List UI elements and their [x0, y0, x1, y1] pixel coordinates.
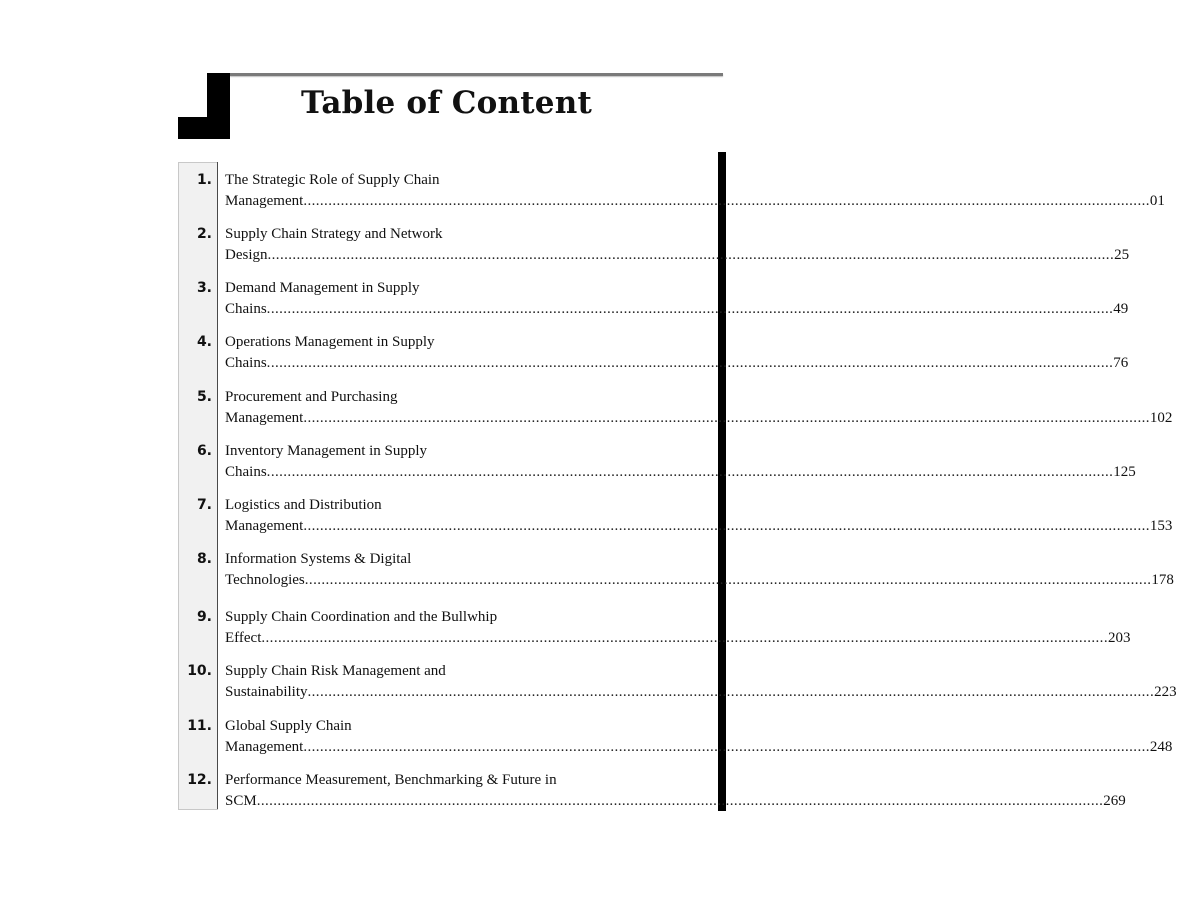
toc-entry[interactable] — [178, 216, 1130, 263]
entry-title-line2-row — [225, 192, 1165, 210]
toc-entry[interactable] — [178, 487, 1173, 534]
entry-title-line2-row — [225, 683, 1177, 701]
dot-leader: ............................................................................................................................................................................................................ — [304, 572, 1152, 588]
header-rule — [230, 73, 723, 76]
dot-leader: ............................................................................................................................................................................................................ — [303, 193, 1150, 209]
entry-number: 6. — [196, 443, 212, 459]
dot-leader: ............................................................................................................................................................................................................ — [303, 518, 1150, 534]
entry-title-line2: Effect — [225, 630, 262, 646]
corner-ornament-horizontal — [178, 117, 230, 139]
entry-title-line1: Supply Chain Risk Management and — [225, 663, 446, 679]
page-number: 178 — [1151, 572, 1174, 588]
entry-title-line2-row — [225, 300, 1129, 318]
page-number: 223 — [1154, 684, 1177, 700]
entry-number: 5. — [196, 389, 212, 405]
entry-title-line2-row — [225, 409, 1173, 427]
entry-number: 3. — [196, 280, 212, 296]
page-number: 102 — [1149, 410, 1173, 426]
entry-title-line2: Management — [225, 739, 304, 755]
entry-number: 4. — [196, 334, 212, 350]
entry-title-line1: The Strategic Role of Supply Chain — [225, 172, 440, 188]
toc-entry[interactable] — [178, 324, 1129, 371]
entry-title-line2: Management — [225, 410, 304, 426]
entry-title-line1: Procurement and Purchasing — [225, 389, 398, 405]
entry-title-line1: Performance Measurement, Benchmarking & Future in — [225, 772, 557, 788]
entry-number: 10. — [187, 663, 212, 679]
entry-number: 11. — [187, 718, 212, 734]
page-number: 25 — [1114, 247, 1130, 263]
page-number: 76 — [1113, 355, 1129, 371]
entry-title-line2: Management — [225, 518, 304, 534]
toc-entry[interactable] — [178, 270, 1129, 317]
toc-entry[interactable] — [178, 653, 1177, 700]
entry-title-line1: Information Systems & Digital — [225, 551, 412, 567]
toc-entry[interactable] — [178, 762, 1126, 809]
entry-title-line2-row — [225, 517, 1173, 535]
page-title: Table of Content — [301, 85, 592, 121]
entry-title-line2: Sustainability — [225, 684, 308, 700]
entry-title-line2: Chains — [225, 464, 267, 480]
page-number: 248 — [1149, 739, 1173, 755]
entry-title-line2-row — [225, 246, 1130, 264]
entry-title-line1: Inventory Management in Supply — [225, 443, 428, 459]
entry-title-line1: Global Supply Chain — [225, 718, 352, 734]
dot-leader: ............................................................................................................................................................................................................ — [307, 684, 1155, 700]
entry-title-line1: Operations Management in Supply — [225, 334, 435, 350]
entry-title-line1: Supply Chain Strategy and Network — [225, 226, 443, 242]
entry-title-line2: Chains — [225, 355, 267, 371]
dot-leader: ............................................................................................................................................................................................................ — [266, 464, 1114, 480]
entry-title-line1: Demand Management in Supply — [225, 280, 420, 296]
dot-leader: ............................................................................................................................................................................................................ — [261, 630, 1108, 646]
entry-number: 12. — [187, 772, 212, 788]
page-number: 01 — [1149, 193, 1165, 209]
dot-leader: ............................................................................................................................................................................................................ — [266, 355, 1114, 371]
toc-entry[interactable] — [178, 541, 1174, 588]
dot-leader: ............................................................................................................................................................................................................ — [303, 410, 1150, 426]
entry-number: 2. — [196, 226, 212, 242]
dot-leader: ............................................................................................................................................................................................................ — [303, 739, 1150, 755]
entry-title-line1: Logistics and Distribution — [225, 497, 382, 513]
entry-title-line2-row — [225, 571, 1174, 589]
page-number: 203 — [1107, 630, 1131, 646]
dot-leader: ............................................................................................................................................................................................................ — [256, 793, 1104, 809]
entry-title-line1: Supply Chain Coordination and the Bullwhip — [225, 609, 498, 625]
entry-title-line2-row — [225, 629, 1131, 647]
entry-title-line2-row — [225, 738, 1173, 756]
entry-title-line2-row — [225, 354, 1129, 372]
page-number: 125 — [1113, 464, 1136, 480]
entry-title-line2: Technologies — [225, 572, 305, 588]
number-column-bottom-rule — [178, 809, 218, 810]
dot-leader: ............................................................................................................................................................................................................ — [267, 247, 1115, 263]
dot-leader: ............................................................................................................................................................................................................ — [266, 301, 1114, 317]
entry-title-line2-row — [225, 463, 1136, 481]
toc-entry[interactable] — [178, 379, 1173, 426]
toc-entry[interactable] — [178, 162, 1165, 209]
toc-entry[interactable] — [178, 708, 1173, 755]
page-number: 49 — [1113, 301, 1129, 317]
toc-entry[interactable] — [178, 599, 1131, 646]
page-number: 269 — [1103, 793, 1126, 809]
toc-entry[interactable] — [178, 433, 1136, 480]
entry-title-line2: Chains — [225, 301, 267, 317]
entry-number: 7. — [196, 497, 212, 513]
entry-number: 1. — [196, 172, 212, 188]
entry-title-line2: Management — [225, 193, 304, 209]
page-number: 153 — [1149, 518, 1173, 534]
entry-title-line2-row — [225, 792, 1126, 810]
entry-number: 8. — [196, 551, 212, 567]
entry-title-line2: Design — [225, 247, 268, 263]
entry-title-line2: SCM — [225, 793, 257, 809]
entry-number: 9. — [196, 609, 212, 625]
